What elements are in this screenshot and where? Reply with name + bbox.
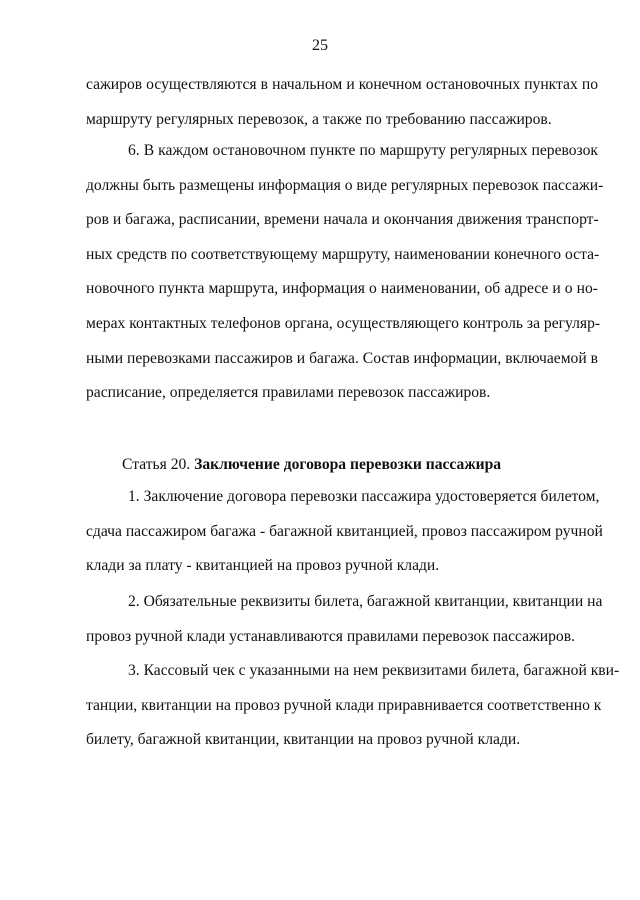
text-line: сажиров осуществляются в начальном и конечном остановочных пунктах по bbox=[86, 76, 598, 93]
text-line: 1. Заключение договора перевозки пассажира удостоверяется билетом, bbox=[128, 488, 600, 505]
article-title: Заключение договора перевозки пассажира bbox=[194, 456, 502, 473]
article-prefix: Статья 20. bbox=[122, 456, 191, 473]
text-line: ров и багажа, расписании, времени начала и окончания движения транспорт- bbox=[86, 211, 599, 229]
text-line: ными перевозками пассажиров и багажа. Состав информации, включаемой в bbox=[86, 349, 598, 367]
text-line: сдача пассажиром багажа - багажной квитанцией, провоз пассажиром ручной bbox=[86, 522, 603, 540]
text-line: танции, квитанции на провоз ручной клади приравнивается соответственно к bbox=[86, 696, 602, 714]
text-line: мерах контактных телефонов органа, осуществляющего контроль за регуляр- bbox=[86, 314, 601, 332]
paragraph-item-6 bbox=[86, 134, 604, 411]
text-line: маршруту регулярных перевозок, а также по требованию пассажиров. bbox=[86, 110, 552, 128]
text-line: должны быть размещены информация о виде регулярных перевозок пассажи- bbox=[86, 176, 604, 194]
text-line: билету, багажной квитанции, квитанции на провоз ручной клади. bbox=[86, 731, 521, 749]
article-paragraph-3 bbox=[86, 654, 620, 758]
article-paragraph-2 bbox=[86, 585, 603, 654]
page-number: 25 bbox=[312, 37, 328, 54]
text-line: новочного пункта маршрута, информация о наименовании, об адресе и о но- bbox=[86, 280, 598, 298]
text-line: клади за плату - квитанцией на провоз ручной клади. bbox=[86, 557, 440, 575]
text-line: 2. Обязательные реквизиты билета, багажной квитанции, квитанции на bbox=[128, 593, 603, 610]
text-line: расписание, определяется правилами перевозок пассажиров. bbox=[86, 384, 491, 402]
text-line: 3. Кассовый чек с указанными на нем реквизитами билета, багажной кви- bbox=[128, 662, 620, 679]
article-paragraph-1 bbox=[86, 480, 603, 584]
paragraph-continuation bbox=[86, 68, 598, 137]
text-line: 6. В каждом остановочном пункте по маршруту регулярных перевозок bbox=[128, 142, 598, 159]
text-line: ных средств по соответствующему маршруту, наименовании конечного оста- bbox=[86, 245, 600, 263]
text-line: провоз ручной клади устанавливаются правилами перевозок пассажиров. bbox=[86, 627, 575, 645]
article-heading bbox=[122, 448, 501, 483]
